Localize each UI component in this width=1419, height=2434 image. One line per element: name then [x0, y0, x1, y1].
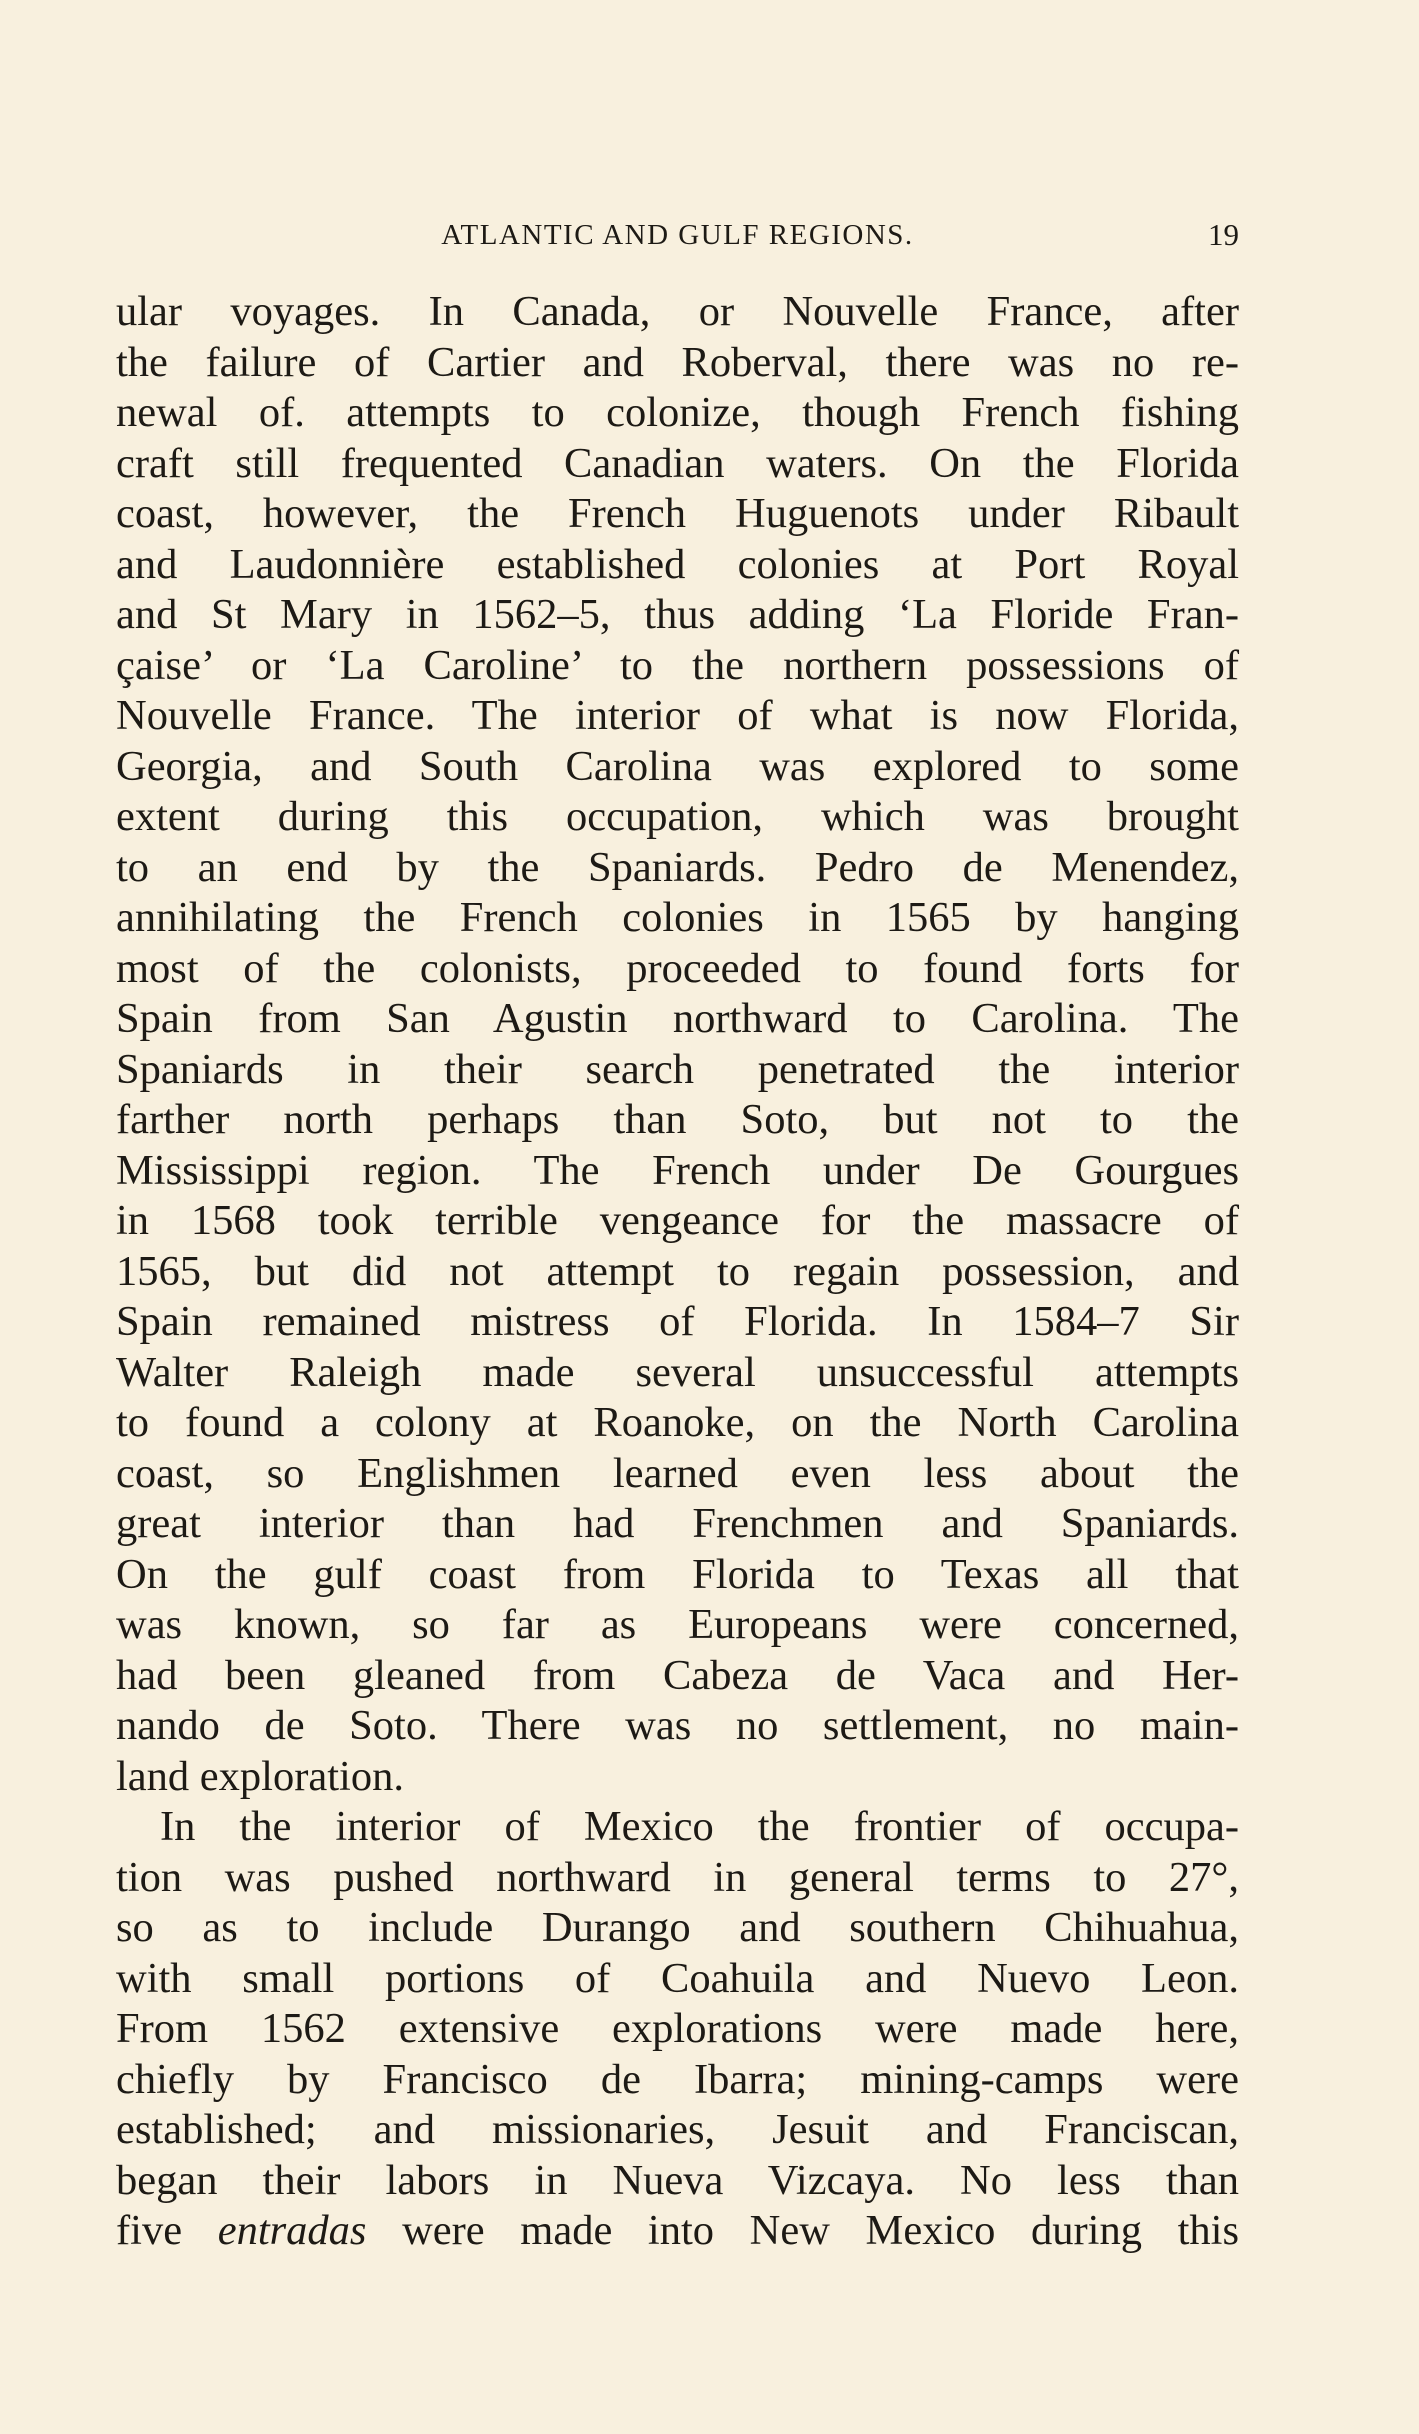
italic-term: entradas	[217, 2207, 367, 2254]
text-line: to an end by the Spaniards. Pedro de Menendez,	[116, 843, 1239, 891]
text-line: çaise’ or ‘La Caroline’ to the northern possessions of	[116, 641, 1239, 689]
text-line: and St Mary in 1562–5, thus adding ‘La Floride Fran-	[116, 591, 1239, 638]
text-line: Spain remained mistress of Florida. In 1584–7 Sir	[116, 1298, 1239, 1345]
text-line: farther north perhaps than Soto, but not to the	[116, 1096, 1239, 1143]
text-line: with small portions of Coahuila and Nuevo Leon.	[116, 1954, 1239, 2002]
text-line: began their labors in Nueva Vizcaya. No less than	[116, 2156, 1239, 2204]
text-line: ular voyages. In Canada, or Nouvelle France, after	[116, 288, 1239, 335]
final-text-line	[116, 2206, 1239, 2257]
page-number: 19	[1208, 217, 1239, 252]
text-line: coast, however, the French Huguenots under Ribault	[116, 490, 1239, 537]
text-line: In the interior of Mexico the frontier of occupa-	[160, 1803, 1239, 1850]
text-line: 1565, but did not attempt to regain possession, and	[116, 1247, 1239, 1295]
text-line: so as to include Durango and southern Chihuahua,	[116, 1904, 1239, 1951]
text-line: was known, so far as Europeans were concerned,	[116, 1601, 1239, 1648]
final-line-before: five	[116, 2207, 218, 2254]
text-line: extent during this occupation, which was brought	[116, 793, 1239, 840]
text-line: great interior than had Frenchmen and Spaniards.	[116, 1500, 1239, 1547]
text-line: Spaniards in their search penetrated the interior	[116, 1045, 1239, 1093]
text-line: the failure of Cartier and Roberval, there was no re-	[116, 338, 1239, 386]
text-line: in 1568 took terrible vengeance for the massacre of	[116, 1197, 1239, 1244]
text-line: Walter Raleigh made several unsuccessful attempts	[116, 1348, 1239, 1396]
text-line: From 1562 extensive explorations were made here,	[116, 2005, 1239, 2052]
text-line: most of the colonists, proceeded to found forts for	[116, 944, 1239, 992]
text-line: On the gulf coast from Florida to Texas all that	[116, 1550, 1239, 1598]
running-title: ATLANTIC AND GULF REGIONS.	[441, 219, 914, 251]
text-line: chiefly by Francisco de Ibarra; mining-camps were	[116, 2055, 1239, 2103]
text-line: Georgia, and South Carolina was explored to some	[116, 742, 1239, 790]
text-line: had been gleaned from Cabeza de Vaca and Her-	[116, 1651, 1239, 1699]
text-line: craft still frequented Canadian waters. On the Florida	[116, 439, 1239, 487]
text-line: tion was pushed northward in general terms to 27°,	[116, 1853, 1239, 1901]
final-line-after: were made into New Mexico during this	[366, 2207, 1239, 2254]
body-text	[116, 287, 1239, 2257]
text-line: annihilating the French colonies in 1565 by hanging	[116, 894, 1239, 941]
text-line: Mississippi region. The French under De Gourgues	[116, 1146, 1239, 1194]
text-line: and Laudonnière established colonies at Port Royal	[116, 540, 1239, 588]
text-line: land exploration.	[116, 1752, 404, 1800]
text-line: newal of. attempts to colonize, though French fishing	[116, 389, 1239, 436]
text-line: established; and missionaries, Jesuit and Franciscan,	[116, 2106, 1239, 2153]
running-head	[116, 215, 1239, 255]
text-line: Nouvelle France. The interior of what is now Florida,	[116, 692, 1239, 739]
text-line: Spain from San Agustin northward to Carolina. The	[116, 995, 1239, 1042]
text-line: to found a colony at Roanoke, on the North Carolina	[116, 1399, 1239, 1446]
text-line: coast, so Englishmen learned even less about the	[116, 1449, 1239, 1497]
text-line: nando de Soto. There was no settlement, no main-	[116, 1702, 1239, 1749]
